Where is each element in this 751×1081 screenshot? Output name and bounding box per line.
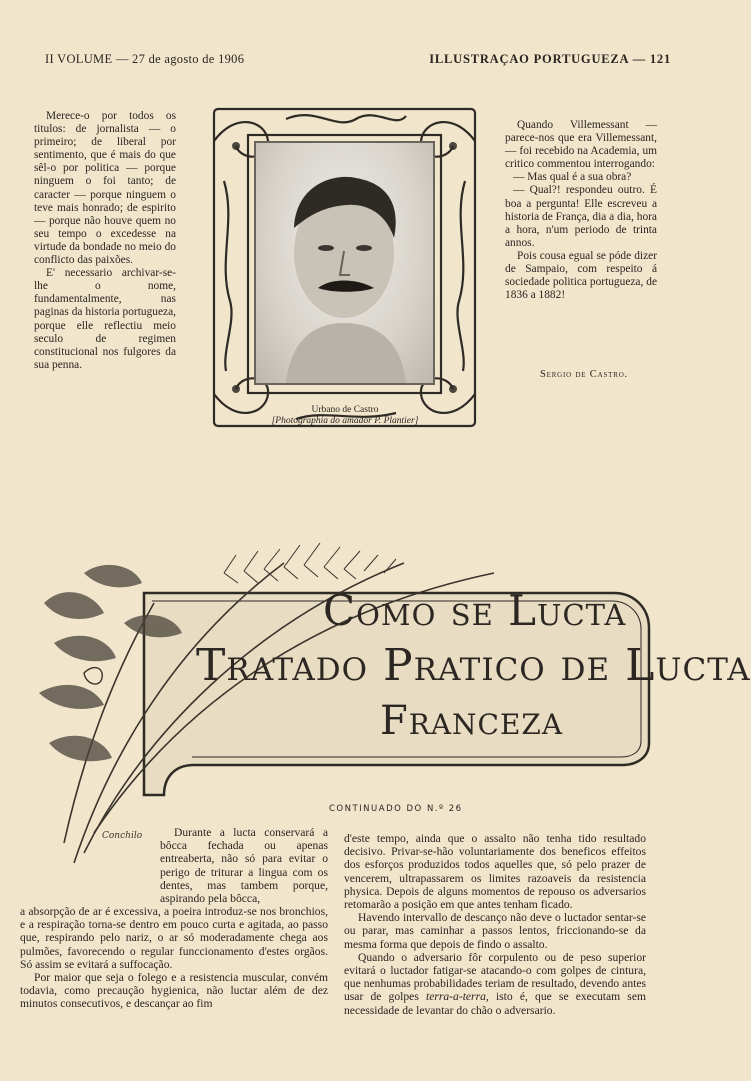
page-header bbox=[45, 52, 671, 67]
author-signature: Sergio de Castro. bbox=[540, 369, 628, 380]
banner-title-line-3: Franceza bbox=[380, 698, 564, 744]
magazine-title-page-number: ILLUSTRAÇAO PORTUGUEZA — 121 bbox=[429, 52, 671, 66]
continued-label: CONTINUADO DO N.º 26 bbox=[329, 804, 463, 814]
right-paragraph-2: — Mas qual é a sua obra? bbox=[513, 171, 632, 184]
left-paragraph-2: E' necessario archivar-se-lhe o nome, fundamentalmente, nas paginas da historia portugueza, porque elle reflectiu meio seculo de regimen constitucional nos fulgores da sua penna. bbox=[34, 267, 176, 371]
artist-signature: Conchilo bbox=[102, 831, 143, 841]
article-paragraph-2-cont: d'este tempo, ainda que o assalto não tenha tido resultado decisivo. Privar-se-hão voluntariamente dos beneficos effeitos dos esforços produzidos todos aquelles que, só pelo prazer de vencerem, ultrapassarem os limites razoaveis da resistencia physica. Depois de alguns momentos de repouso os adversarios retomarão a posição em que antes tenham ficado. bbox=[344, 832, 646, 912]
right-paragraph-4: Pois cousa egual se póde dizer de Sampaio, com respeito á sociedade politica portugueza, de 1836 a 1882! bbox=[505, 249, 657, 302]
right-column-text bbox=[505, 119, 657, 302]
right-paragraph-1: Quando Villemessant — parece-nos que era Villemessant, — foi recebido na Academia, um critico commentou interrogando: bbox=[505, 119, 657, 171]
article-p4-start: Quando o adversario fôr corpulento ou de peso superior evitará o luctador fatigar-se atacando-o com golpes de cintura, que nenhumas probabilidades teriam de resultado, devendo antes usar de golpes bbox=[344, 950, 646, 1004]
article-p4-emphasis: terra-a-terra bbox=[425, 990, 486, 1004]
article-right-column bbox=[344, 832, 646, 1017]
portrait-photo bbox=[254, 141, 435, 385]
caption-credit: [Photographia do amador P. Plantier] bbox=[271, 416, 419, 426]
article-paragraph-2: Por maior que seja o folego e a resistencia muscular, convém todavia, como precaução hygienica, não luctar além de dez minutos consecutivos, e descançar ao fim bbox=[20, 971, 328, 1011]
article-paragraph-1: Durante a lucta conservará a bôcca fechada ou apenas entreaberta, não só para evitar o perigo de triturar a lingua com os dentes, mas tambem porque, aspirando pela bôcca, bbox=[160, 826, 328, 906]
article-left-bottom bbox=[20, 905, 328, 1011]
banner-title-line-2: Tratado Pratico de Lucta bbox=[196, 640, 751, 691]
right-paragraph-3: — Qual?! respondeu outro. É boa a pergunta! Elle escreveu a historia de França, dia a dia, hora a hora, n'um periodo de trinta annos. bbox=[505, 184, 657, 249]
portrait-caption bbox=[270, 405, 420, 427]
article-paragraph-3: Havendo intervallo de descanço não deve o luctador sentar-se ou parar, mas caminhar a passos lentos, friccionando-se da mesma forma que depois de findo o assalto. bbox=[344, 911, 646, 951]
left-column-text bbox=[34, 110, 176, 372]
article-paragraph-1-cont: a absorpção de ar é excessiva, a poeira introduz-se nos bronchios, e a respiração torna-se dentro em pouco curta e agitada, ao passo que, respirando pelo nariz, o ar só moderadamente chega aos pulmões, favorecendo o regular funccionamento d'estes orgãos. Só assim se evitará a suffocação. bbox=[20, 905, 328, 971]
volume-date: II VOLUME — 27 de agosto de 1906 bbox=[45, 52, 245, 66]
article-left-top bbox=[160, 826, 328, 905]
left-paragraph-1: Merece-o por todos os titulos: de jornalista — o primeiro; de liberal por sentimento, que é mais do que sêl-o por politica — porque ninguem o foi tanto; de caracter — porque ninguem o teve mais honrado; de espirito — porque não houve quem no seu tempo o excedesse na virtude da bondade no meio do conflicto das paixões. bbox=[34, 110, 176, 267]
portrait-figure-icon bbox=[256, 143, 433, 383]
caption-name: Urbano de Castro bbox=[311, 405, 379, 415]
article-p4-end: , isto é, que se executam sem necessidade de levantar do chão o adversario. bbox=[344, 990, 646, 1017]
article-paragraph-4 bbox=[344, 951, 646, 1017]
banner-title-line-1: Como se Lucta bbox=[323, 586, 627, 635]
